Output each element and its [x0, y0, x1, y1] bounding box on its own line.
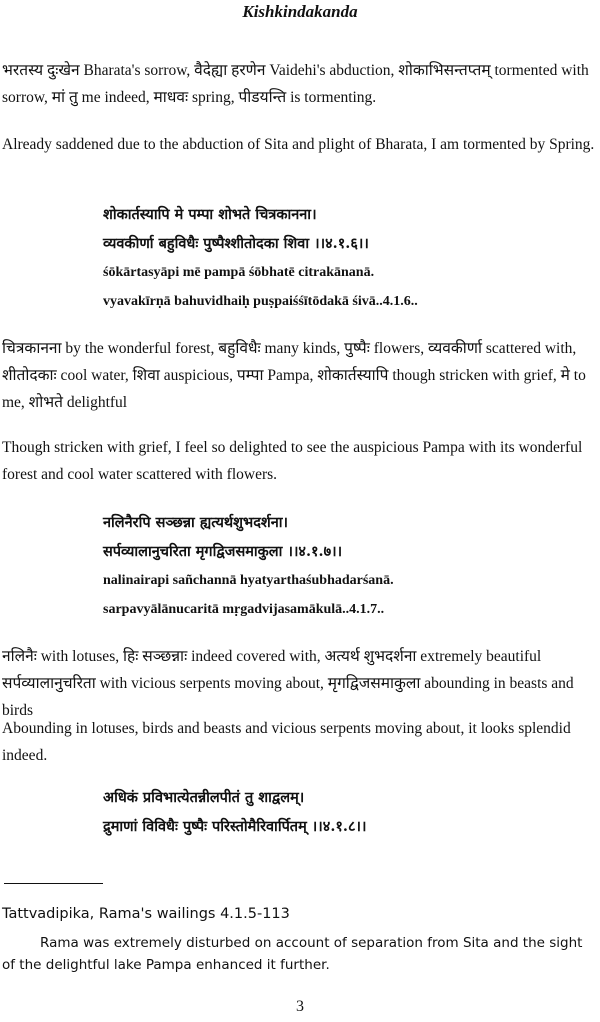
page-number: 3 — [296, 998, 304, 1015]
word-meaning-paragraph-1: भरतस्य दुःखेन Bharata's sorrow, वैदेह्या हरणेन Vaidehi's abduction, शोकाभिसन्तप्तम् tormented with sorrow, मां तु me indeed, माधवः spring, पीडयन्ति is tormenting. — [2, 62, 589, 106]
verse-line: द्रुमाणां विविधैः पुष्पैः परिस्तोमैरिवार्पितम् ।।४.१.८।। — [103, 818, 367, 835]
translation-paragraph-3: Abounding in lotuses, birds and beasts and vicious serpents moving about, it looks splendid indeed. — [2, 720, 571, 764]
verse-block-1 — [103, 200, 583, 316]
transliteration-line: sarpavyālānucaritā mṛgadvijasamākulā..4.1.7.. — [103, 602, 385, 617]
running-header: Kishkindakanda — [242, 2, 358, 21]
transliteration-line: śōkārtasyāpi mē pampā śōbhatē citrakānanā. — [103, 265, 375, 280]
verse-line: नलिनैरपि सञ्छन्ना ह्यत्यर्थशुभदर्शना। — [103, 514, 289, 531]
verse-block-3 — [103, 783, 583, 841]
verse-line: अधिकं प्रविभात्येतन्नीलपीतं तु शाद्वलम्। — [103, 789, 305, 806]
word-meaning-paragraph-2: चित्रकानना by the wonderful forest, बहुविधैः many kinds, पुष्पैः flowers, व्यवकीर्णा scattered with, शीतोदकाः cool water, शिवा auspicious, पम्पा Pampa, शोकार्तस्यापि though stricken with grief, मे to me, शोभते delightful — [2, 340, 586, 411]
footnote-body: Rama was extremely disturbed on account of separation from Sita and the sight of the delightful lake Pampa enhanced it further. — [2, 935, 583, 973]
verse-block-2 — [103, 508, 583, 624]
transliteration-line: nalinairapi sañchannā hyatyarthaśubhadarśanā. — [103, 573, 394, 588]
translation-paragraph-2: Though stricken with grief, I feel so delighted to see the auspicious Pampa with its wonderful forest and cool water scattered with flowers. — [2, 439, 583, 483]
word-meaning-paragraph-3: नलिनैः with lotuses, हिः सञ्छन्नाः indeed covered with, अत्यर्थ शुभदर्शना extremely beautiful सर्पव्यालानुचरिता with vicious serpents moving about, मृगद्विजसमाकुला abounding in beasts and birds — [2, 648, 574, 719]
footnote-title: Tattvadipika, Rama's wailings 4.1.5-113 — [2, 906, 290, 922]
footnote-divider — [4, 883, 103, 884]
translation-paragraph-1: Already saddened due to the abduction of Sita and plight of Bharata, I am tormented by Spring. — [2, 136, 595, 153]
transliteration-line: vyavakīrṇā bahuvidhaiḥ puṣpaiśśītōdakā śivā..4.1.6.. — [103, 294, 418, 309]
verse-line: सर्पव्यालानुचरिता मृगद्विजसमाकुला ।।४.१.७।। — [103, 543, 343, 560]
verse-line: व्यवकीर्णा बहुविधैः पुष्पैश्शीतोदका शिवा ।।४.१.६।। — [103, 235, 369, 252]
verse-line: शोकार्तस्यापि मे पम्पा शोभते चित्रकानना। — [103, 206, 317, 223]
